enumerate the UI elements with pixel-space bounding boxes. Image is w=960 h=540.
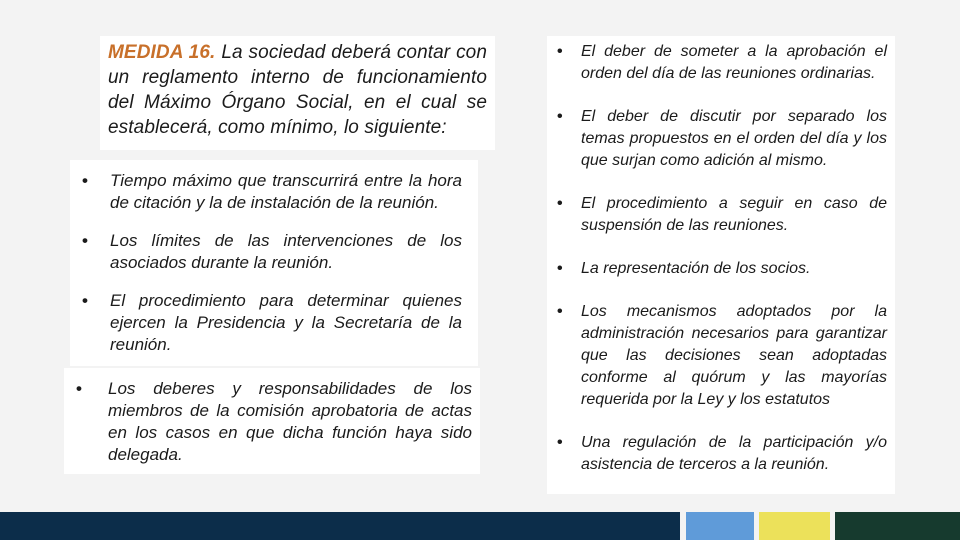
list-item xyxy=(82,170,462,214)
heading-body-text: La sociedad deberá contar con un reglamento interno de funcionamiento del Máximo Órgano Social, en el cual se establecerá, como mínimo, lo siguiente: xyxy=(108,42,487,138)
list-item xyxy=(557,258,887,280)
footer-green-segment xyxy=(835,512,960,540)
footer-color-bar xyxy=(0,512,960,540)
list-item-text: El procedimiento a seguir en caso de suspensión de las reuniones. xyxy=(581,195,887,234)
bullet-icon: • xyxy=(557,195,563,212)
measure-label: MEDIDA 16. xyxy=(108,42,216,63)
bullet-icon: • xyxy=(557,43,563,60)
list-item xyxy=(557,106,887,172)
left-bullet-list xyxy=(82,170,462,356)
bullet-icon: • xyxy=(557,108,563,125)
left-extra-bullet-list xyxy=(76,378,472,466)
list-item xyxy=(557,432,887,476)
footer-blue-segment xyxy=(686,512,754,540)
list-item xyxy=(82,230,462,274)
bullet-icon: • xyxy=(557,303,563,320)
right-list-panel xyxy=(547,36,895,494)
bullet-icon: • xyxy=(76,379,82,398)
list-item-text: La representación de los socios. xyxy=(581,260,811,277)
bullet-icon: • xyxy=(557,260,563,277)
left-extra-panel xyxy=(64,368,480,474)
left-list-panel xyxy=(70,160,478,366)
list-item xyxy=(557,193,887,237)
right-bullet-list xyxy=(557,41,887,476)
bullet-icon: • xyxy=(82,171,88,190)
list-item-text: El procedimiento para determinar quienes ejercen la Presidencia y la Secretaría de la reunión. xyxy=(110,291,462,354)
list-item-text: El deber de discutir por separado los temas propuestos en el orden del día y los que surjan como adición al mismo. xyxy=(581,108,887,169)
list-item xyxy=(557,301,887,411)
list-item-text: Los deberes y responsabilidades de los miembros de la comisión aprobatoria de actas en los casos en que dicha función haya sido delegada. xyxy=(108,379,472,464)
list-item-text: Los mecanismos adoptados por la administración necesarios para garantizar que las decisiones sean adoptadas conforme al quórum y las mayorías requerida por la Ley y los estatutos xyxy=(581,303,887,408)
bullet-icon: • xyxy=(557,434,563,451)
list-item xyxy=(557,41,887,85)
footer-yellow-segment xyxy=(759,512,830,540)
heading-panel xyxy=(100,36,495,150)
bullet-icon: • xyxy=(82,231,88,250)
list-item-text: Una regulación de la participación y/o asistencia de terceros a la reunión. xyxy=(581,434,887,473)
list-item xyxy=(82,290,462,356)
footer-navy-segment xyxy=(0,512,680,540)
list-item-text: Tiempo máximo que transcurrirá entre la hora de citación y la de instalación de la reunión. xyxy=(110,171,462,212)
list-item xyxy=(76,378,472,466)
list-item-text: Los límites de las intervenciones de los asociados durante la reunión. xyxy=(110,231,462,272)
heading-paragraph xyxy=(108,40,487,140)
list-item-text: El deber de someter a la aprobación el orden del día de las reuniones ordinarias. xyxy=(581,43,887,82)
bullet-icon: • xyxy=(82,291,88,310)
